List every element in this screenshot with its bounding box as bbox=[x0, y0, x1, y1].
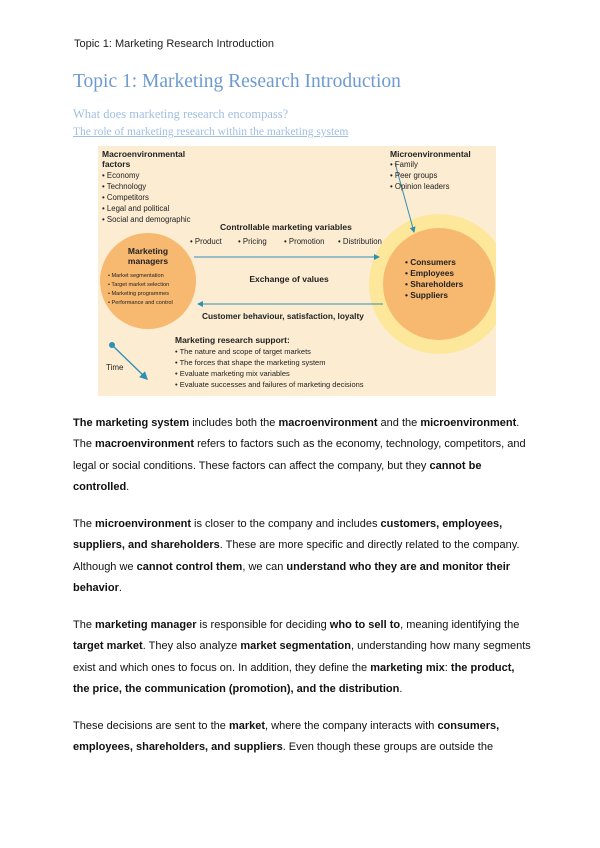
bold-run: microenvironment bbox=[420, 417, 517, 429]
macro-title: Macroenvironmental bbox=[102, 149, 186, 159]
time-arrow bbox=[112, 345, 147, 379]
text-run: These decisions are sent to the bbox=[73, 720, 229, 732]
text-run: . Even though these groups are outside the bbox=[282, 741, 494, 754]
macro-item: • Competitors bbox=[102, 193, 149, 202]
text-run: . bbox=[118, 582, 122, 595]
paragraph-microenvironment bbox=[73, 514, 533, 600]
text-line bbox=[73, 557, 533, 578]
micro-title: Microenvironmental bbox=[390, 149, 471, 159]
text-run: . bbox=[399, 683, 403, 696]
consumer-item: • Consumers bbox=[405, 257, 456, 267]
micro-item: • Peer groups bbox=[390, 171, 438, 180]
bold-run: market segmentation bbox=[240, 640, 351, 653]
controllable-item: • Product bbox=[190, 237, 222, 246]
consumer-item: • Suppliers bbox=[405, 290, 449, 300]
bold-run: controlled bbox=[73, 481, 127, 494]
bold-run: macroenvironment bbox=[278, 417, 378, 429]
exchange-label: Exchange of values bbox=[249, 274, 329, 284]
feedback-label: Customer behaviour, satisfaction, loyalty bbox=[202, 311, 364, 321]
text-line bbox=[73, 737, 533, 758]
text-run: is responsible for deciding bbox=[196, 619, 330, 631]
paragraph-marketing-system bbox=[73, 413, 533, 499]
macro-item: • Social and demographic bbox=[102, 215, 191, 224]
managers-title: Marketing bbox=[127, 246, 169, 256]
marketing-system-diagram bbox=[98, 146, 496, 396]
bold-run: suppliers, and shareholders bbox=[73, 539, 220, 552]
managers-item: • Market segmentation bbox=[108, 273, 164, 279]
text-line bbox=[73, 434, 533, 455]
controllable-item: • Promotion bbox=[284, 237, 325, 246]
text-line bbox=[73, 636, 533, 657]
controllable-title: Controllable marketing variables bbox=[220, 222, 352, 232]
diagram-canvas bbox=[98, 146, 496, 396]
text-line bbox=[73, 477, 533, 498]
text-run: legal or social conditions. These factors can affect the company, but they bbox=[73, 459, 430, 472]
controllable-item: • Pricing bbox=[238, 237, 267, 246]
bold-run: customers, employees, bbox=[380, 518, 503, 530]
managers-title-2: managers bbox=[127, 256, 169, 266]
text-line bbox=[73, 679, 533, 700]
text-run: is closer to the company and includes bbox=[190, 518, 381, 530]
consumer-item: • Employees bbox=[405, 268, 455, 278]
bold-run: who to sell to bbox=[329, 619, 401, 631]
text-run: : bbox=[444, 661, 451, 674]
bold-run: microenvironment bbox=[95, 518, 191, 530]
support-item: • The forces that shape the marketing system bbox=[175, 358, 326, 367]
section-link[interactable]: The role of marketing research within the marketing system bbox=[73, 126, 349, 138]
text-run: and the bbox=[377, 417, 421, 429]
managers-item: • Target market selection bbox=[108, 282, 170, 288]
macro-title-2: factors bbox=[102, 159, 131, 169]
consumer-item: • Shareholders bbox=[405, 279, 464, 289]
time-label: Time bbox=[106, 363, 124, 372]
text-run: includes both the bbox=[189, 417, 279, 429]
page-title: Topic 1: Marketing Research Introduction bbox=[73, 71, 401, 92]
text-run: , understanding how many segments bbox=[351, 640, 531, 653]
bold-run: marketing manager bbox=[95, 619, 197, 631]
bold-run: target market bbox=[73, 640, 143, 653]
managers-item: • Performance and control bbox=[108, 300, 173, 306]
bold-run: the price, the communication (promotion), and the distribution bbox=[73, 683, 400, 696]
text-run: The bbox=[73, 438, 96, 451]
text-run: Although we bbox=[73, 560, 137, 573]
macro-item: • Legal and political bbox=[102, 204, 170, 213]
bold-run: the product, bbox=[450, 661, 515, 674]
running-header: Topic 1: Marketing Research Introduction bbox=[74, 38, 274, 50]
text-run: , meaning identifying the bbox=[400, 619, 520, 631]
bold-run: consumers, bbox=[437, 720, 500, 732]
micro-item: • Opinion leaders bbox=[390, 182, 450, 191]
support-title: Marketing research support: bbox=[175, 335, 290, 345]
support-item: • Evaluate successes and failures of marketing decisions bbox=[175, 380, 364, 389]
text-line bbox=[73, 578, 533, 599]
support-item: • The nature and scope of target markets bbox=[175, 347, 311, 356]
text-line bbox=[73, 456, 533, 477]
section-subtitle: What does marketing research encompass? bbox=[73, 107, 289, 121]
text-line bbox=[73, 716, 533, 737]
text-run: . bbox=[126, 481, 130, 494]
micro-item: • Family bbox=[390, 160, 418, 169]
bold-run: employees, shareholders, and suppliers bbox=[73, 741, 283, 754]
paragraph-marketing-manager bbox=[73, 615, 533, 701]
text-line bbox=[73, 514, 533, 535]
text-line bbox=[73, 413, 533, 434]
bold-run: cannot be bbox=[429, 459, 482, 472]
text-line bbox=[73, 535, 533, 556]
managers-item: • Marketing programmes bbox=[108, 291, 170, 297]
text-line bbox=[73, 658, 533, 679]
support-item: • Evaluate marketing mix variables bbox=[175, 369, 290, 378]
text-run: The bbox=[73, 619, 96, 631]
bold-run: marketing mix bbox=[370, 661, 445, 674]
text-line bbox=[73, 615, 533, 636]
text-run: . bbox=[516, 417, 520, 429]
controllable-item: • Distribution bbox=[338, 237, 382, 246]
text-run: , where the company interacts with bbox=[265, 720, 438, 732]
text-run: The bbox=[73, 518, 96, 530]
bold-run: market bbox=[228, 720, 266, 732]
macro-item: • Technology bbox=[102, 182, 147, 191]
bold-run: behavior bbox=[73, 582, 119, 595]
bold-run: understand who they are and monitor their bbox=[286, 560, 511, 573]
text-run: refers to factors such as the economy, technology, competitors, and bbox=[194, 438, 526, 451]
macro-item: • Economy bbox=[102, 171, 140, 180]
text-run: . They also analyze bbox=[142, 640, 241, 653]
paragraph-market bbox=[73, 716, 533, 759]
text-run: , we can bbox=[242, 560, 287, 573]
bold-run: The marketing system bbox=[73, 417, 190, 429]
bold-run: cannot control them bbox=[136, 560, 243, 573]
time-arrow-origin bbox=[109, 342, 115, 348]
text-run: . These are more specific and directly related to the company. bbox=[219, 539, 520, 552]
text-run: exist and which ones to focus on. In addition, they define the bbox=[73, 661, 371, 674]
bold-run: macroenvironment bbox=[95, 438, 195, 451]
